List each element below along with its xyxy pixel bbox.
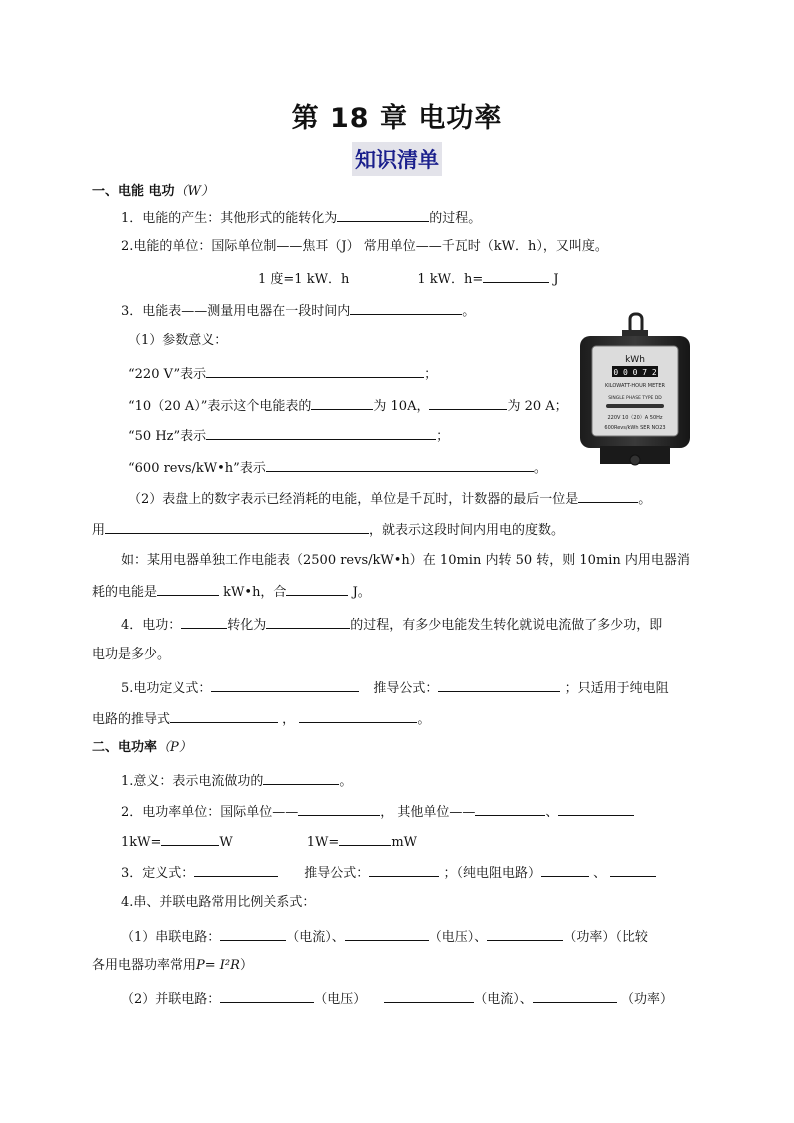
page-title: 第 18 章 电功率 [291,103,503,134]
line-series: （1）串联电路： （电流）、 （电压）、 （功率）（比较 [121,926,648,948]
line-degree-conversion: 1 度=1 kW．h 1 kW．h= J [258,268,559,290]
meter-digits: 0 0 0 7 2 [613,368,657,377]
electricity-meter-image [576,312,694,472]
meter-labels: SINGLE PHASE TYPE DD [608,396,662,401]
line-work-cont: 电功是多少。 [92,647,171,662]
line-50hz: “50 Hz”表示 ； [128,425,449,447]
meter-name: KILOWATT-HOUR METER [605,383,665,389]
section-heading-1: 一、电能 电功（W） [92,184,214,199]
line-parallel: （2）并联电路： （电压） （电流）、 （功率） [121,988,673,1010]
line-work: 4．电功： 转化为 的过程，有多少电能发生转化就说电流做了多少功，即 [121,614,662,636]
line-example: 如：某用电器单独工作电能表（2500 revs/kW•h）在 10min 内转 50 转，则 10min 内用电器消 [121,553,690,568]
line-power-units: 2．电功率单位：国际单位—— ， 其他单位—— 、 [121,801,634,823]
line-dial-cont: 用 ，就表示这段时间内用电的度数。 [92,519,564,541]
line-power-formula: 3．定义式： 推导公式： ；（纯电阻电路） 、 [121,862,656,884]
meter-rev: 600Revs/kWh SER NO23 [604,425,666,431]
line-energy-source: 1．电能的产生：其他形式的能转化为 的过程。 [121,207,481,229]
section-subtitle: 知识清单 [352,142,442,176]
line-600revs: “600 revs/kW•h”表示 。 [128,457,547,479]
line-params: （1）参数意义： [128,333,228,348]
meter-unit-label: kWh [625,355,645,365]
line-meter-def: 3．电能表——测量用电器在一段时间内 。 [121,300,475,322]
line-ratio: 4.串、并联电路常用比例关系式： [121,895,316,910]
line-energy-units: 2.电能的单位：国际单位制——焦耳（J） 常用单位——千瓦时（kW．h），又叫度。 [121,239,608,254]
line-power-meaning: 1.意义：表示电流做功的 。 [121,770,352,792]
line-dial: （2）表盘上的数字表示已经消耗的电能，单位是千瓦时，计数器的最后一位是 。 [128,488,651,510]
line-example-cont: 耗的电能是 kW•h，合 J。 [92,581,371,603]
line-220v: “220 V”表示 ； [128,363,437,385]
line-power-conversion: 1kW= W 1W= mW [121,831,417,853]
line-series-cont: 各用电器功率常用P= I²R） [92,958,253,973]
meter-spec: 220V 10（20）A 50Hz [607,415,663,421]
line-work-formula: 5.电功定义式： 推导公式： ；只适用于纯电阻 [121,677,669,699]
line-10-20a: “10（20 A）”表示这个电能表的 为 10A， 为 20 A； [128,395,568,417]
line-work-formula-cont: 电路的推导式 ， 。 [92,708,430,730]
section-heading-2: 二、电功率（P） [92,740,192,755]
